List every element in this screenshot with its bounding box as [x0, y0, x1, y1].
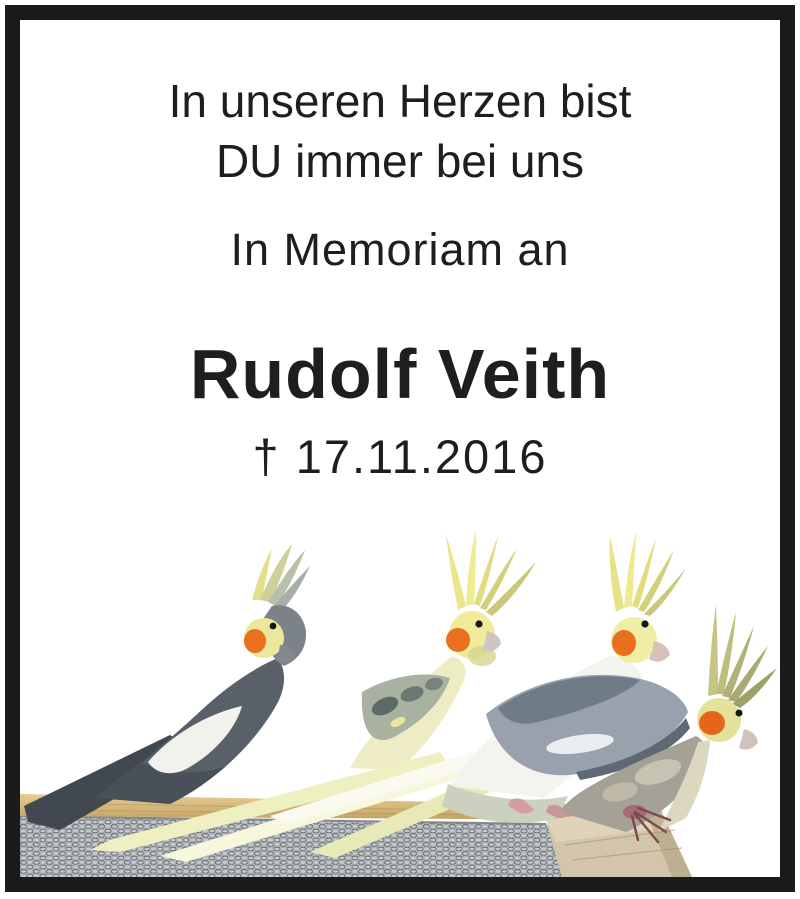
- memorial-line-1: In unseren Herzen bist: [168, 75, 632, 127]
- orange-cheek-patch: [699, 711, 725, 735]
- bird-eye: [736, 710, 743, 717]
- bird-eye: [270, 623, 277, 630]
- orange-cheek-patch: [244, 629, 266, 653]
- memoriam-heading: In Memoriam an: [230, 224, 570, 275]
- memorial-line-2: DU immer bei uns: [215, 135, 585, 187]
- memorial-card-frame: [5, 5, 795, 892]
- death-date: † 17.11.2016: [252, 430, 548, 483]
- cockatiels-photo: [20, 500, 780, 877]
- bird-eye: [475, 620, 482, 627]
- bird-eye: [641, 620, 648, 627]
- orange-cheek-patch: [612, 630, 636, 656]
- orange-cheek-patch: [446, 628, 470, 652]
- deceased-name: Rudolf Veith: [189, 335, 611, 413]
